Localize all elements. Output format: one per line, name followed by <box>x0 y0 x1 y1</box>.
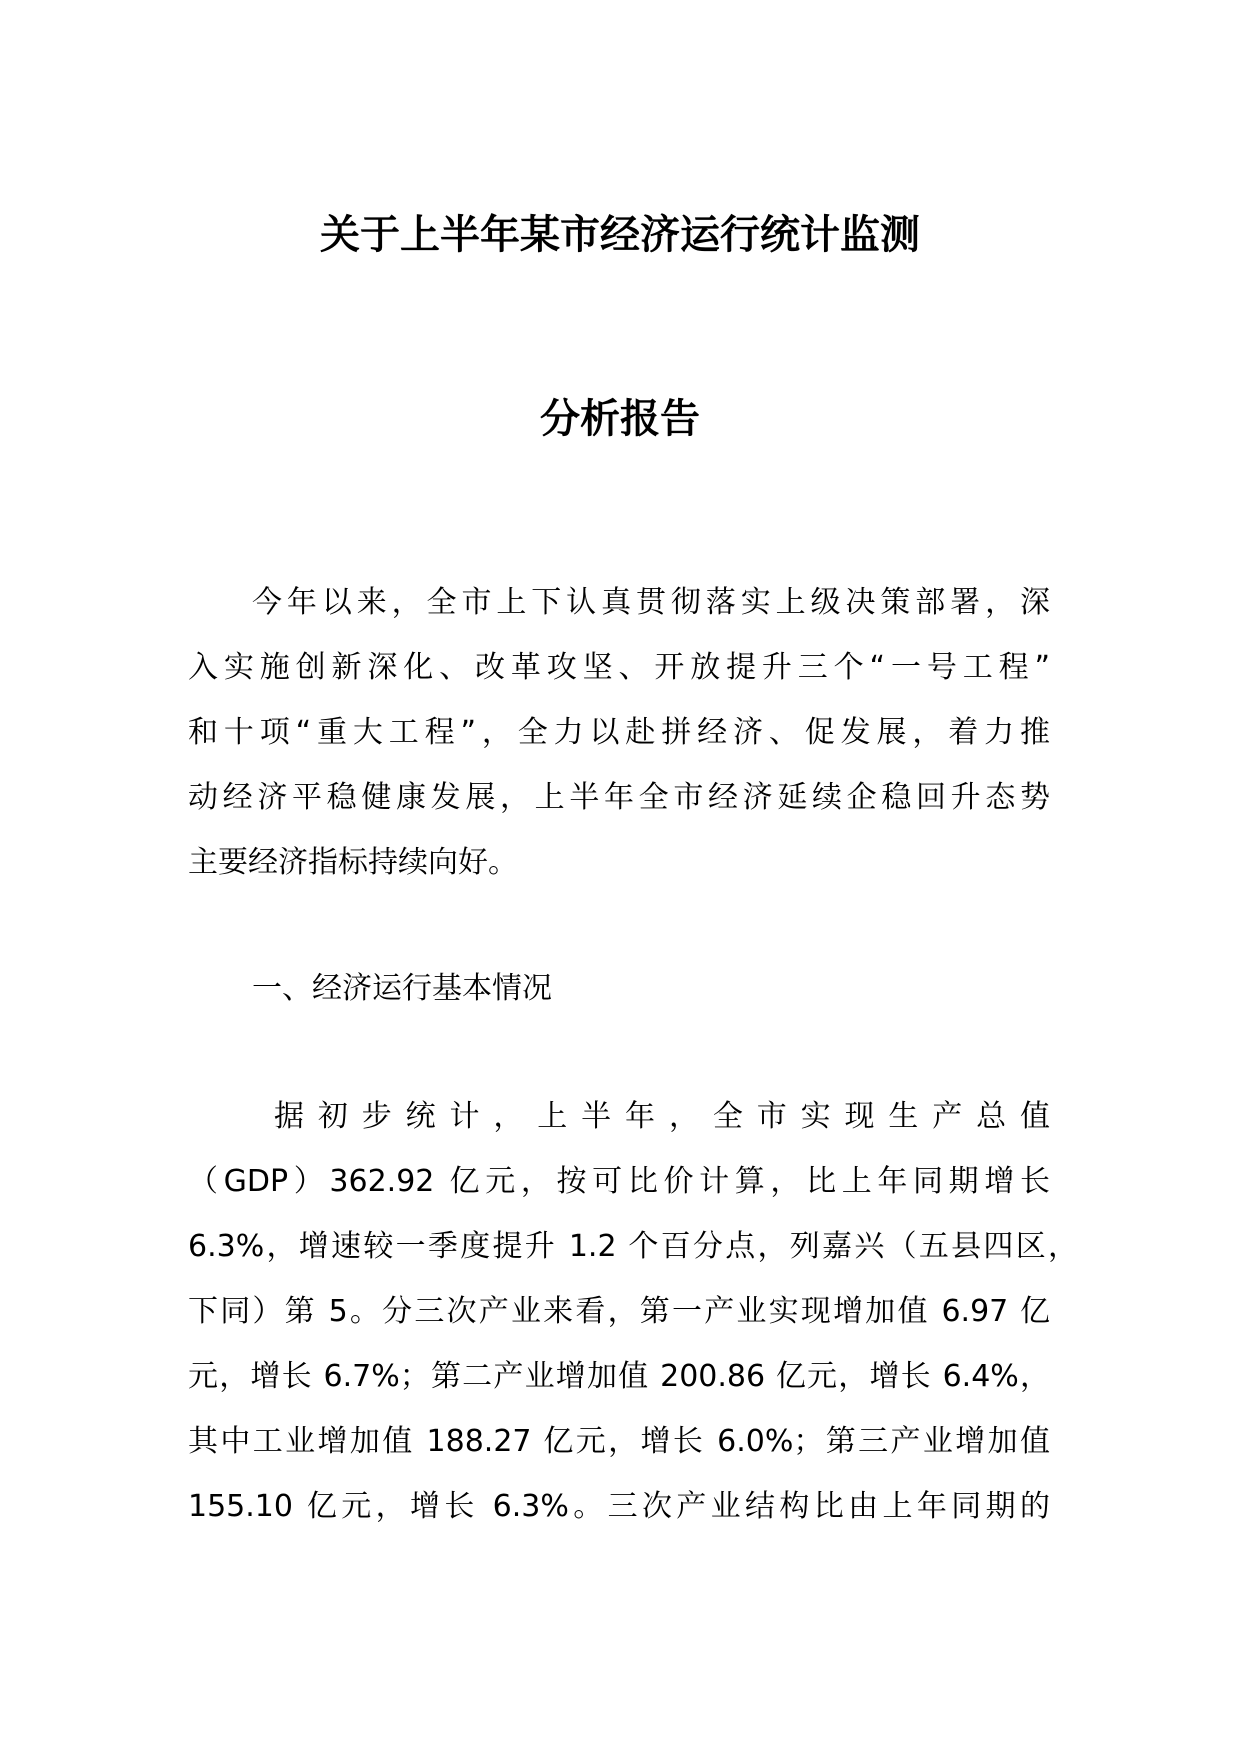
paragraph-gdp <box>188 1097 1078 1552</box>
paragraph-line: 据初步统计，上半年，全市实现生产总值 <box>274 1099 1050 1134</box>
paragraph-line: 155.10 亿元，增长 6.3%。三次产业结构比由上年同期的 <box>188 1489 1050 1524</box>
paragraph-line: 元，增长 6.7%；第二产业增加值 200.86 亿元，增长 6.4%， <box>188 1359 1050 1394</box>
paragraph-line: 和十项“重大工程”，全力以赴拼经济、促发展，着力推 <box>188 715 1050 750</box>
paragraph-line: 下同）第 5。分三次产业来看，第一产业实现增加值 6.97 亿 <box>188 1294 1050 1329</box>
paragraph-line: 动经济平稳健康发展，上半年全市经济延续企稳回升态势 <box>188 780 1050 815</box>
paragraph-intro <box>188 583 1050 908</box>
paragraph-line: 6.3%，增速较一季度提升 1.2 个百分点，列嘉兴（五县四区， <box>188 1229 1078 1264</box>
paragraph-line: 其中工业增加值 188.27 亿元，增长 6.0%；第三产业增加值 <box>188 1424 1050 1459</box>
paragraph-line: （GDP）362.92 亿元，按可比价计算，比上年同期增长 <box>188 1164 1050 1199</box>
paragraph-line: 主要经济指标持续向好。 <box>188 845 518 880</box>
section-heading <box>188 969 1050 1034</box>
document-title-line-1: 关于上半年某市经济运行统计监测 <box>320 212 920 258</box>
paragraph-line: 今年以来，全市上下认真贯彻落实上级决策部署，深 <box>252 585 1050 620</box>
section-heading-text: 一、经济运行基本情况 <box>252 971 552 1006</box>
document-title-line-2: 分析报告 <box>540 396 700 442</box>
paragraph-line: 入实施创新深化、改革攻坚、开放提升三个“一号工程” <box>188 650 1050 685</box>
